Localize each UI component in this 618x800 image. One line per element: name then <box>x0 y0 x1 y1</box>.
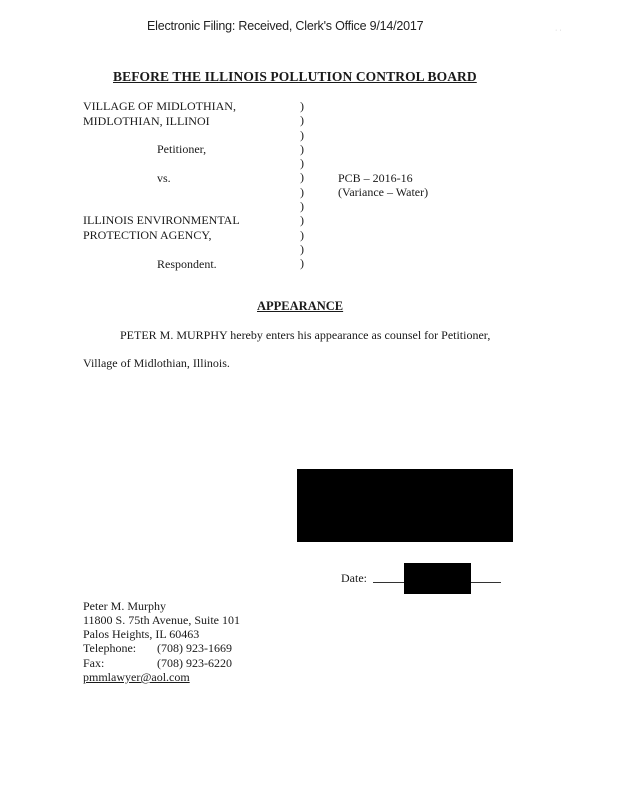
appearance-heading: APPEARANCE <box>257 299 344 313</box>
contact-address-line1: 11800 S. 75th Avenue, Suite 101 <box>83 613 240 627</box>
corner-mark: · · <box>555 27 562 34</box>
case-number: PCB – 2016-16 <box>338 171 413 185</box>
date-label: Date: <box>341 571 367 585</box>
petitioner-role: Petitioner, <box>157 142 207 156</box>
caption-paren: ) <box>300 184 304 199</box>
petitioner-name-line1: VILLAGE OF MIDLOTHIAN, <box>83 99 236 113</box>
caption-paren-column <box>300 99 304 271</box>
caption-paren: ) <box>300 113 304 128</box>
fax-number: (708) 923-6220 <box>157 656 232 670</box>
caption-paren: ) <box>300 127 304 142</box>
filing-stamp: Electronic Filing: Received, Clerk's Office 9/14/2017 <box>147 19 424 33</box>
versus-label: vs. <box>157 171 171 185</box>
body-line-1: PETER M. MURPHY hereby enters his appearance as counsel for Petitioner, <box>120 328 491 342</box>
telephone-number: (708) 923-1669 <box>157 641 232 655</box>
caption-paren: ) <box>300 156 304 171</box>
email-link[interactable]: pmmlawyer@aol.com <box>83 670 190 684</box>
contact-name: Peter M. Murphy <box>83 599 166 613</box>
caption-paren: ) <box>300 213 304 228</box>
caption-paren: ) <box>300 170 304 185</box>
petitioner-name-line2: MIDLOTHIAN, ILLINOI <box>83 114 210 128</box>
caption-paren: ) <box>300 227 304 242</box>
respondent-role: Respondent. <box>157 257 217 271</box>
caption-paren: ) <box>300 256 304 271</box>
caption-paren: ) <box>300 199 304 214</box>
respondent-name-line1: ILLINOIS ENVIRONMENTAL <box>83 213 240 227</box>
board-title: BEFORE THE ILLINOIS POLLUTION CONTROL BOARD <box>113 69 477 84</box>
contact-address-line2: Palos Heights, IL 60463 <box>83 627 200 641</box>
signature-redaction <box>297 469 513 542</box>
telephone-label: Telephone: <box>83 641 137 655</box>
respondent-name-line2: PROTECTION AGENCY, <box>83 228 212 242</box>
date-redaction <box>404 563 471 594</box>
caption-paren: ) <box>300 241 304 256</box>
caption-paren: ) <box>300 141 304 156</box>
body-line-2: Village of Midlothian, Illinois. <box>83 356 230 370</box>
fax-label: Fax: <box>83 656 105 670</box>
caption-paren: ) <box>300 99 304 113</box>
case-type: (Variance – Water) <box>338 185 429 199</box>
